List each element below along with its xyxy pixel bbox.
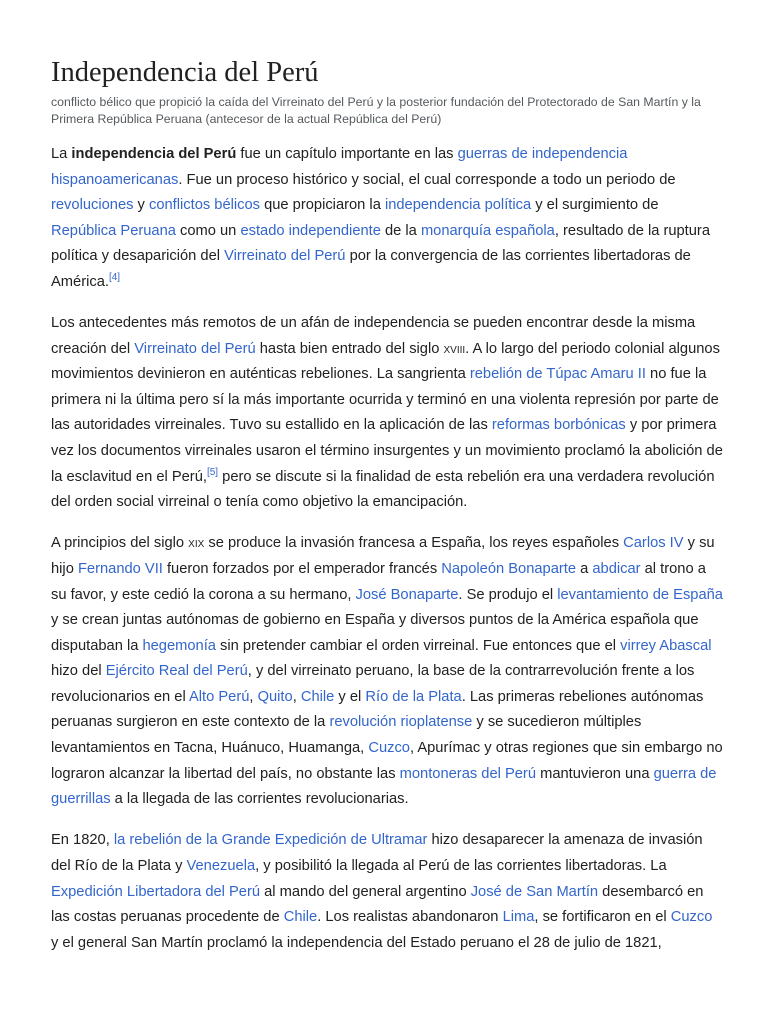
paragraph-text: Los antecedentes más remotos de un afán de independencia se pueden encontrar desde la misma creación del: [51, 315, 696, 357]
article-link[interactable]: revoluciones: [51, 197, 134, 214]
paragraph-text: mantuvieron una: [536, 765, 654, 782]
page-description: conflicto bélico que propició la caída del Virreinato del Perú y la posterior fundación del Protectorado de San Martín y la Primera República Peruana (antecesor de la actual República del Perú): [51, 95, 701, 126]
article-link[interactable]: Chile: [283, 909, 318, 926]
paragraph-text: y: [133, 197, 149, 214]
paragraph-text: pero se discute si la finalidad de esta rebelión era una verdadera revolución del orden social virreinal o tenía como objetivo la emancipación.: [51, 468, 715, 511]
paragraph-text: se produce la invasión francesa a España, los reyes españoles: [204, 535, 624, 552]
article-link[interactable]: independencia política: [384, 197, 532, 214]
paragraph-text: . Los realistas abandonaron: [317, 909, 503, 926]
paragraph-text: que propiciaron la: [260, 197, 385, 214]
article-link[interactable]: reformas borbónicas: [491, 417, 626, 434]
paragraph-text: fueron forzados por el emperador francés: [162, 560, 442, 577]
paragraph-text: fue un capítulo importante en las: [236, 146, 458, 162]
paragraph-text: y el: [334, 688, 366, 705]
paragraph-text: , resultado de la ruptura política y desaparición del: [51, 222, 710, 265]
paragraph-text: al mando del general argentino: [260, 883, 471, 900]
article-content: [51, 54, 723, 972]
article-link[interactable]: estado independiente: [240, 222, 381, 239]
article-link[interactable]: rebelión de Túpac Amaru II: [469, 366, 646, 383]
article-link[interactable]: Alto Perú: [188, 688, 250, 705]
article-link[interactable]: Virreinato del Perú: [134, 340, 256, 357]
paragraph-text: . Las primeras rebeliones autónomas peruanas surgieron en este contexto de la: [51, 688, 704, 731]
reference-link[interactable]: [5]: [206, 466, 219, 478]
paragraph-text: ,: [249, 688, 258, 705]
paragraph-text: y su hijo: [51, 535, 715, 577]
article-link[interactable]: República Peruana: [51, 222, 176, 239]
article-link[interactable]: Ejército Real del Perú: [105, 663, 248, 680]
paragraph-text: y se sucedieron múltiples levantamientos en Tacna, Huánuco, Huamanga,: [51, 714, 642, 757]
paragraph-text: , y posibilitó la llegada al Perú de las corrientes libertadoras. La: [255, 857, 667, 874]
paragraph-text: hizo del: [51, 663, 106, 680]
article-link[interactable]: Fernando VII: [77, 560, 163, 577]
article-link[interactable]: Virreinato del Perú: [224, 248, 346, 265]
article-body: [51, 142, 723, 956]
paragraph-text: y el general San Martín proclamó la independencia del Estado peruano el 28 de julio de 1821,: [51, 934, 662, 951]
paragraph-text: desembarcó en las costas peruanas procedente de: [51, 883, 704, 926]
article-link[interactable]: hegemonía: [142, 637, 216, 654]
paragraph-4: [51, 828, 723, 956]
paragraph-text: . A lo largo del periodo colonial algunos movimientos devinieron en auténticas rebeliones. La sangrienta: [51, 340, 720, 383]
paragraph-text: y por primera vez los documentos virreinales usaron el término insurgentes y un movimiento proclamó la abolición de la esclavitud en el Perú,: [51, 417, 723, 485]
century-numeral: xix: [188, 535, 205, 552]
article-link[interactable]: Cuzco: [368, 740, 410, 757]
bold-term: independencia del Perú: [71, 146, 237, 162]
paragraph-text: no fue la primera ni la última pero sí la más importante ocurrida y terminó en una violenta represión por parte de las autoridades virreinales. Tuvo su estallido en la aplicación de las: [51, 366, 719, 434]
article-link[interactable]: Napoleón Bonaparte: [441, 560, 577, 577]
article-link[interactable]: monarquía española: [420, 222, 555, 239]
paragraph-text: a la llegada de las corrientes revolucionarias.: [110, 791, 409, 808]
paragraph-text: , se fortificaron en el: [534, 909, 671, 926]
article-link[interactable]: José de San Martín: [470, 883, 599, 900]
paragraph-text: y se crean juntas autónomas de gobierno en España y diversos puntos de la América española que disputaban la: [51, 612, 699, 654]
paragraph-3: [51, 531, 723, 813]
paragraph-text: hasta bien entrado del siglo: [255, 340, 444, 357]
article-link[interactable]: guerra de guerrillas: [51, 765, 717, 808]
paragraph-1: [51, 142, 723, 296]
paragraph-text: . Fue un proceso histórico y social, el cual corresponde a todo un periodo de: [178, 171, 676, 188]
article-link[interactable]: José Bonaparte: [355, 586, 459, 603]
paragraph-text: hizo desaparecer la amenaza de invasión del Río de la Plata y: [51, 832, 703, 874]
article-link[interactable]: Cuzco: [670, 909, 713, 926]
article-link[interactable]: conflictos bélicos: [148, 197, 261, 214]
paragraph-text: a: [576, 560, 593, 577]
article-link[interactable]: levantamiento de España: [557, 586, 723, 603]
paragraph-2: [51, 311, 723, 516]
paragraph-text: al trono a su favor, y este cedió la corona a su hermano,: [51, 560, 706, 603]
article-link[interactable]: Río de la Plata: [365, 688, 462, 705]
paragraph-text: En 1820,: [51, 832, 114, 849]
paragraph-text: , y del virreinato peruano, la base de la contrarrevolución frente a los revolucionarios en el: [51, 663, 695, 705]
paragraph-text: y el surgimiento de: [531, 197, 659, 214]
page-title: Independencia del Perú: [51, 57, 319, 88]
paragraph-text: sin pretender cambiar el orden virreinal. Fue entonces que el: [215, 637, 621, 654]
article-link[interactable]: Chile: [300, 688, 335, 705]
paragraph-text: . Se produjo el: [458, 586, 558, 603]
article-link[interactable]: Expedición Libertadora del Perú: [51, 883, 261, 900]
reference-link[interactable]: [4]: [108, 272, 121, 284]
paragraph-text: como un: [175, 222, 241, 239]
paragraph-text: ,: [292, 688, 301, 705]
paragraph-text: La: [51, 146, 72, 162]
article-link[interactable]: montoneras del Perú: [399, 765, 536, 782]
article-link[interactable]: la rebelión de la Grande Expedición de Ultramar: [113, 832, 428, 849]
paragraph-text: , Apurímac y otras regiones que sin embargo no lograron alcanzar la libertad del país, no obstante las: [51, 740, 723, 782]
article-link[interactable]: Venezuela: [186, 857, 256, 874]
article-link[interactable]: Quito: [257, 688, 293, 705]
paragraph-text: A principios del siglo: [51, 535, 189, 552]
paragraph-text: de la: [380, 222, 421, 239]
article-link[interactable]: revolución rioplatense: [329, 714, 473, 731]
article-link[interactable]: Carlos IV: [623, 535, 684, 552]
article-link[interactable]: abdicar: [592, 560, 641, 577]
article-link[interactable]: Lima: [502, 909, 535, 926]
article-link[interactable]: virrey Abascal: [620, 637, 712, 654]
paragraph-text: por la convergencia de las corrientes libertadoras de América.: [51, 248, 691, 290]
article-link[interactable]: guerras de independencia hispanoamericanas: [51, 146, 628, 188]
century-numeral: xviii: [443, 340, 466, 357]
